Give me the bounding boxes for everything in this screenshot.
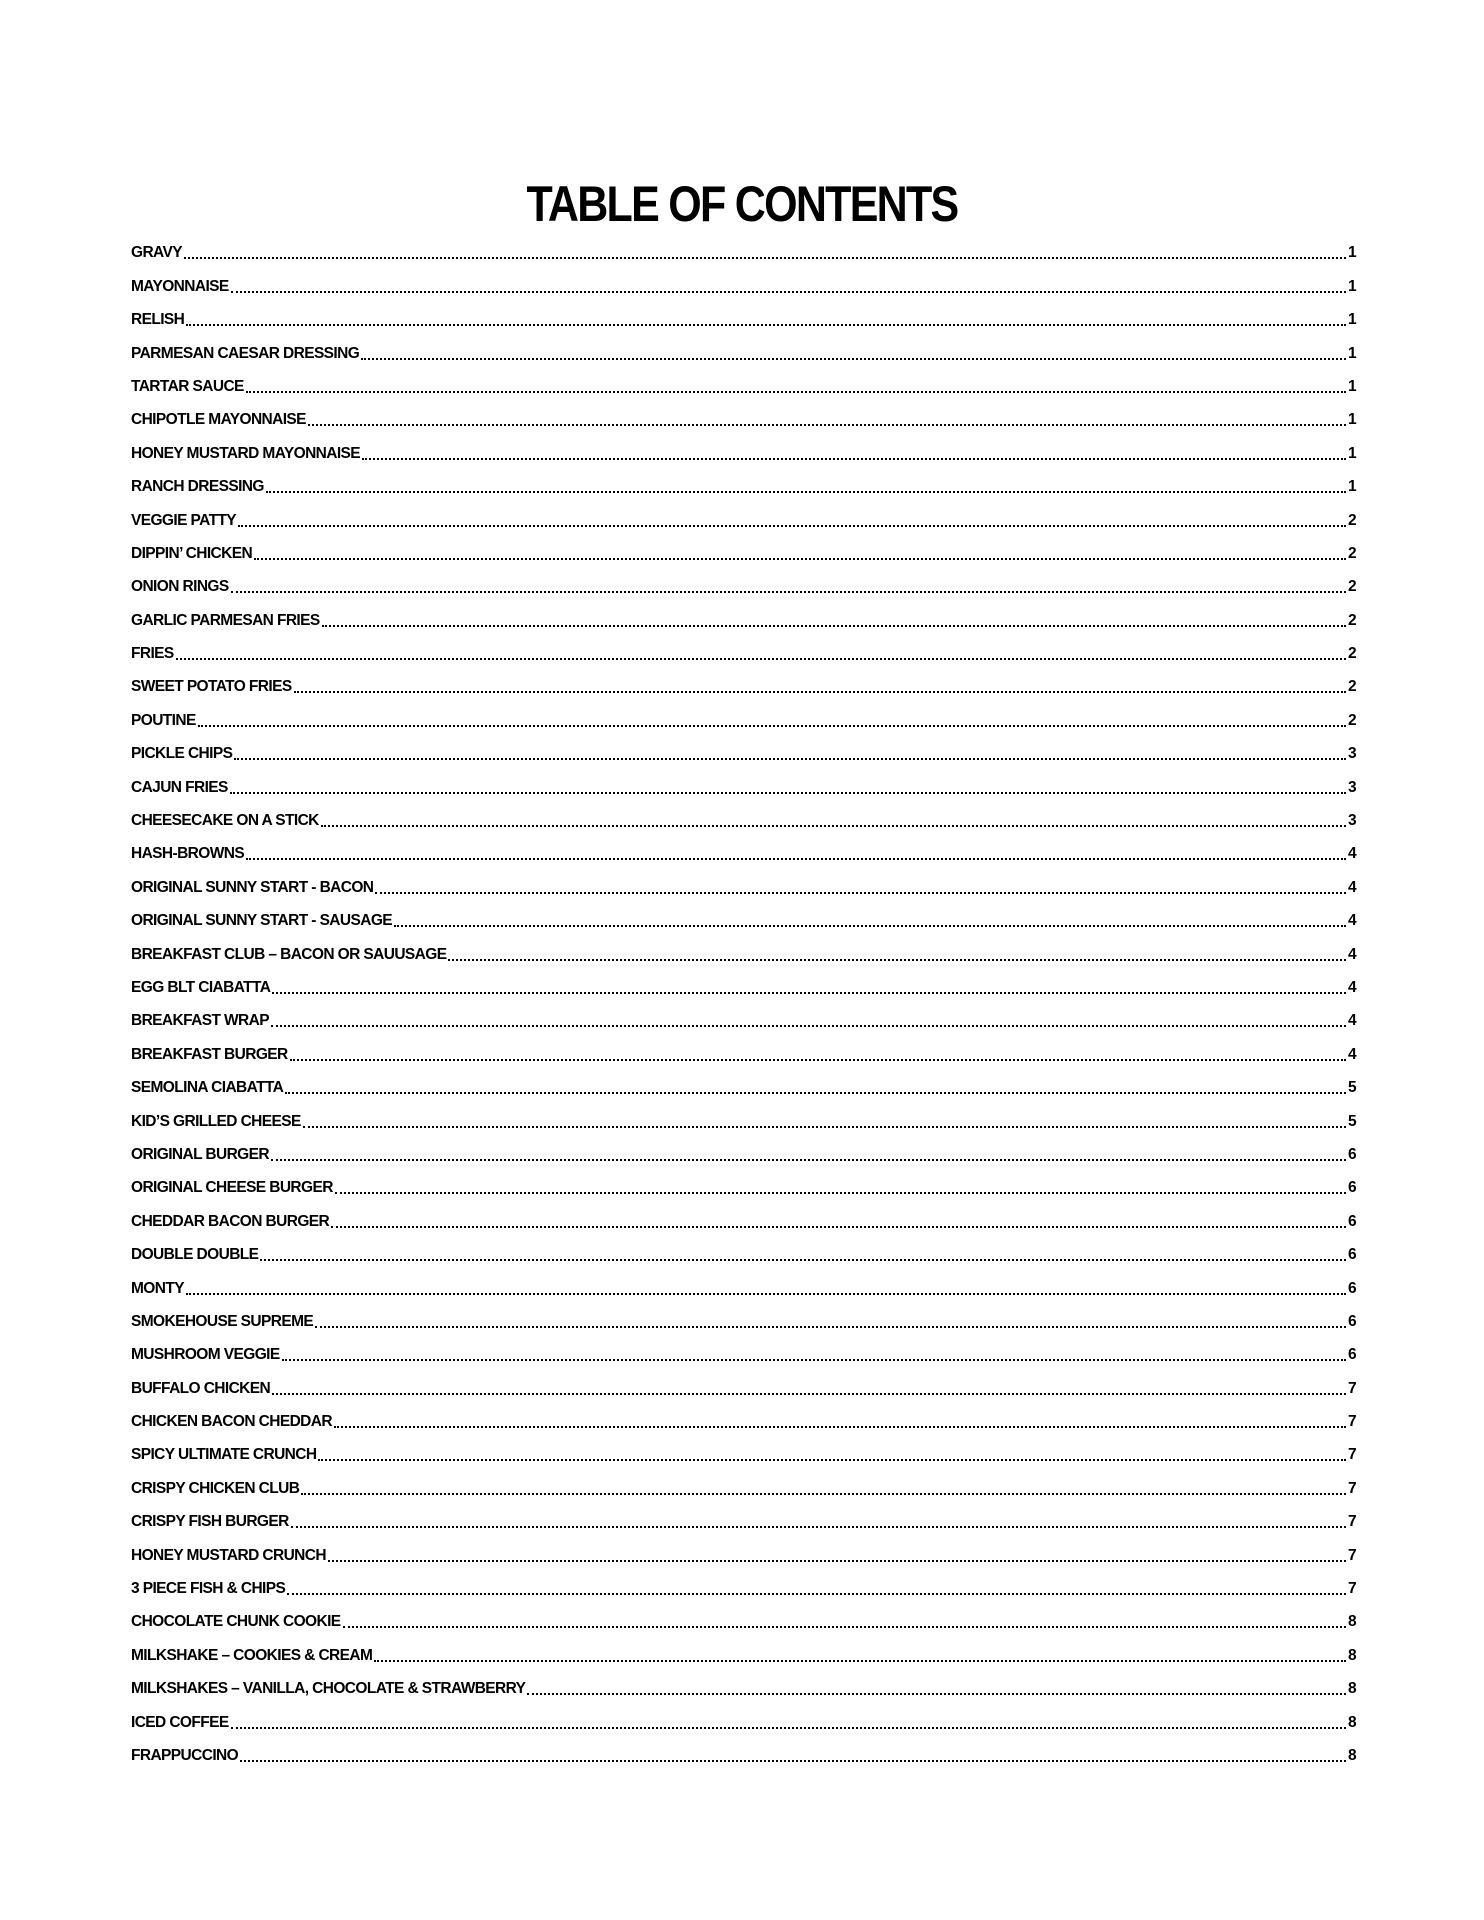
toc-dot-leader [394,925,1346,927]
toc-entry[interactable] [131,863,1356,896]
toc-entry[interactable] [131,730,1356,763]
toc-entry[interactable] [131,1064,1356,1097]
toc-entry-page-number: 6 [1347,1145,1356,1163]
toc-dot-leader [231,591,1346,593]
toc-entry-label: CHOCOLATE CHUNK COOKIE [131,1613,341,1631]
toc-entry-label: DIPPIN’ CHICKEN [131,544,253,562]
toc-entry-page-number: 1 [1347,244,1356,262]
toc-dot-leader [184,257,1346,259]
toc-entry[interactable] [131,1498,1356,1531]
toc-entry-label: MAYONNAISE [131,277,229,295]
toc-entry[interactable] [131,496,1356,529]
toc-entry[interactable] [131,530,1356,563]
toc-entry-label: PARMESAN CAESAR DRESSING [131,344,360,362]
toc-entry[interactable] [131,596,1356,629]
toc-entry[interactable] [131,1197,1356,1230]
toc-entry-page-number: 6 [1347,1212,1356,1230]
toc-dot-leader [186,1293,1346,1295]
toc-entry-page-number: 2 [1347,645,1356,663]
toc-entry-label: POUTINE [131,711,196,729]
toc-entry[interactable] [131,1565,1356,1598]
toc-entry[interactable] [131,1298,1356,1331]
toc-dot-leader [198,725,1346,727]
toc-entry-label: CRISPY CHICKEN CLUB [131,1479,300,1497]
toc-entry-label: RANCH DRESSING [131,478,264,496]
toc-entry-page-number: 1 [1347,311,1356,329]
toc-entry-label: EGG BLT CIABATTA [131,978,271,996]
toc-dot-leader [343,1626,1346,1628]
toc-entry-label: FRAPPUCCINO [131,1746,239,1764]
toc-entry[interactable] [131,797,1356,830]
toc-entry-page-number: 4 [1347,1045,1356,1063]
toc-entry-label: BUFFALO CHICKEN [131,1379,271,1397]
toc-entry-label: RELISH [131,311,185,329]
toc-entry-page-number: 8 [1347,1680,1356,1698]
toc-entry[interactable] [131,1164,1356,1197]
toc-dot-leader [231,1727,1346,1729]
toc-dot-leader [260,1259,1346,1261]
toc-entry-page-number: 7 [1347,1546,1356,1564]
toc-entry[interactable] [131,630,1356,663]
toc-entry-label: ORIGINAL SUNNY START - SAUSAGE [131,912,393,930]
toc-entry-label: ORIGINAL CHEESE BURGER [131,1179,333,1197]
toc-entry-page-number: 2 [1347,544,1356,562]
toc-entry-page-number: 5 [1347,1112,1356,1130]
toc-entry-page-number: 4 [1347,845,1356,863]
toc-entry-page-number: 7 [1347,1513,1356,1531]
toc-entry-page-number: 1 [1347,478,1356,496]
toc-dot-leader [361,358,1346,360]
toc-entry-label: CHICKEN BACON CHEDDAR [131,1413,332,1431]
toc-entry-label: PICKLE CHIPS [131,745,233,763]
toc-entry[interactable] [131,296,1356,329]
toc-dot-leader [448,959,1346,961]
toc-dot-leader [328,1560,1346,1562]
toc-entry[interactable] [131,1631,1356,1664]
toc-entry-label: BREAKFAST WRAP [131,1012,269,1030]
toc-entry-label: CHEESECAKE ON A STICK [131,812,319,830]
toc-entry-label: MILKSHAKE – COOKIES & CREAM [131,1646,373,1664]
toc-dot-leader [375,892,1346,894]
toc-entry[interactable] [131,429,1356,462]
toc-entry-page-number: 7 [1347,1479,1356,1497]
toc-entry-page-number: 1 [1347,344,1356,362]
toc-list [131,229,1356,1765]
toc-entry-page-number: 5 [1347,1079,1356,1097]
toc-entry-page-number: 8 [1347,1646,1356,1664]
toc-entry-label: VEGGIE PATTY [131,511,237,529]
toc-entry-page-number: 7 [1347,1580,1356,1598]
toc-entry-label: ORIGINAL SUNNY START - BACON [131,878,374,896]
toc-entry-page-number: 6 [1347,1279,1356,1297]
toc-entry[interactable] [131,229,1356,262]
toc-entry[interactable] [131,363,1356,396]
toc-entry-label: GRAVY [131,244,182,262]
toc-entry-label: CHIPOTLE MAYONNAISE [131,411,306,429]
toc-entry[interactable] [131,1264,1356,1297]
toc-dot-leader [246,858,1346,860]
toc-dot-leader [374,1660,1346,1662]
toc-entry[interactable] [131,830,1356,863]
toc-entry[interactable] [131,1364,1356,1397]
toc-dot-leader [362,458,1346,460]
toc-entry-page-number: 4 [1347,978,1356,996]
toc-entry[interactable] [131,1398,1356,1431]
toc-entry[interactable] [131,930,1356,963]
toc-entry[interactable] [131,1231,1356,1264]
toc-entry-label: MILKSHAKES – VANILLA, CHOCOLATE & STRAWBERRY [131,1680,526,1698]
toc-entry[interactable] [131,463,1356,496]
toc-entry[interactable] [131,1732,1356,1765]
toc-entry-label: GARLIC PARMESAN FRIES [131,611,320,629]
toc-entry-page-number: 7 [1347,1413,1356,1431]
toc-entry[interactable] [131,1598,1356,1631]
toc-entry-page-number: 8 [1347,1746,1356,1764]
toc-dot-leader [186,324,1346,326]
toc-dot-leader [318,1459,1346,1461]
toc-entry-label: CRISPY FISH BURGER [131,1513,289,1531]
toc-dot-leader [240,1760,1346,1762]
toc-entry[interactable] [131,396,1356,429]
toc-entry-label: TARTAR SAUCE [131,377,244,395]
toc-entry[interactable] [131,1464,1356,1497]
toc-entry-label: HONEY MUSTARD CRUNCH [131,1546,326,1564]
toc-entry[interactable] [131,763,1356,796]
toc-entry-label: MONTY [131,1279,184,1297]
toc-entry[interactable] [131,897,1356,930]
toc-entry-page-number: 1 [1347,377,1356,395]
toc-dot-leader [527,1693,1346,1695]
toc-dot-leader [238,525,1346,527]
toc-dot-leader [271,1159,1346,1161]
toc-entry-label: CHEDDAR BACON BURGER [131,1212,330,1230]
toc-entry-page-number: 3 [1347,745,1356,763]
toc-dot-leader [272,992,1346,994]
toc-entry[interactable] [131,1030,1356,1063]
toc-dot-leader [308,424,1346,426]
toc-dot-leader [335,1192,1346,1194]
toc-entry-page-number: 1 [1347,411,1356,429]
toc-entry[interactable] [131,1331,1356,1364]
toc-entry[interactable] [131,329,1356,362]
toc-dot-leader [272,1393,1346,1395]
toc-dot-leader [231,291,1346,293]
toc-entry[interactable] [131,262,1356,295]
toc-entry-page-number: 2 [1347,611,1356,629]
toc-dot-leader [321,825,1346,827]
toc-dot-leader [285,1092,1346,1094]
toc-dot-leader [176,658,1346,660]
toc-dot-leader [234,758,1346,760]
toc-entry-page-number: 2 [1347,578,1356,596]
toc-entry[interactable] [131,1665,1356,1698]
toc-entry-label: ORIGINAL BURGER [131,1145,269,1163]
toc-entry-label: ONION RINGS [131,578,229,596]
toc-entry-page-number: 6 [1347,1246,1356,1264]
toc-entry-page-number: 6 [1347,1346,1356,1364]
toc-entry-label: SEMOLINA CIABATTA [131,1079,284,1097]
toc-entry[interactable] [131,997,1356,1030]
toc-entry-page-number: 7 [1347,1446,1356,1464]
toc-entry-page-number: 4 [1347,912,1356,930]
toc-entry-page-number: 8 [1347,1613,1356,1631]
toc-dot-leader [294,691,1346,693]
toc-dot-leader [246,391,1346,393]
toc-dot-leader [254,558,1346,560]
toc-dot-leader [282,1359,1346,1361]
toc-entry[interactable] [131,696,1356,729]
toc-dot-leader [271,1025,1346,1027]
toc-entry-page-number: 6 [1347,1312,1356,1330]
toc-dot-leader [315,1326,1346,1328]
toc-entry-page-number: 2 [1347,511,1356,529]
toc-dot-leader [230,792,1346,794]
toc-entry-label: BREAKFAST CLUB – BACON OR SAUUSAGE [131,945,447,963]
toc-entry-page-number: 4 [1347,1012,1356,1030]
toc-dot-leader [266,491,1346,493]
toc-dot-leader [291,1526,1346,1528]
toc-entry[interactable] [131,563,1356,596]
toc-entry-page-number: 7 [1347,1379,1356,1397]
page-title: TABLE OF CONTENTS [526,176,958,232]
toc-entry-page-number: 2 [1347,678,1356,696]
toc-dot-leader [322,625,1346,627]
toc-entry[interactable] [131,1097,1356,1130]
toc-dot-leader [301,1493,1346,1495]
toc-entry-page-number: 3 [1347,778,1356,796]
toc-entry-page-number: 1 [1347,277,1356,295]
toc-entry-page-number: 4 [1347,945,1356,963]
toc-dot-leader [287,1593,1346,1595]
toc-entry-label: BREAKFAST BURGER [131,1045,288,1063]
toc-entry[interactable] [131,1698,1356,1731]
toc-entry-page-number: 1 [1347,444,1356,462]
toc-entry-label: FRIES [131,645,174,663]
toc-entry-label: HONEY MUSTARD MAYONNAISE [131,444,361,462]
toc-entry[interactable] [131,1531,1356,1564]
toc-dot-leader [334,1426,1346,1428]
toc-dot-leader [303,1126,1346,1128]
toc-entry-label: SMOKEHOUSE SUPREME [131,1312,314,1330]
toc-entry-label: MUSHROOM VEGGIE [131,1346,280,1364]
toc-entry-page-number: 4 [1347,878,1356,896]
toc-entry-label: SPICY ULTIMATE CRUNCH [131,1446,317,1464]
toc-entry[interactable] [131,964,1356,997]
toc-entry-label: DOUBLE DOUBLE [131,1246,259,1264]
toc-entry-page-number: 2 [1347,711,1356,729]
toc-dot-leader [331,1226,1346,1228]
toc-entry-label: CAJUN FRIES [131,778,228,796]
toc-entry-page-number: 3 [1347,812,1356,830]
toc-entry-label: KID’S GRILLED CHEESE [131,1112,301,1130]
toc-entry[interactable] [131,1431,1356,1464]
toc-dot-leader [290,1059,1346,1061]
toc-entry-label: 3 PIECE FISH & CHIPS [131,1580,286,1598]
toc-entry[interactable] [131,1131,1356,1164]
toc-entry-label: SWEET POTATO FRIES [131,678,292,696]
toc-entry-label: ICED COFFEE [131,1713,229,1731]
toc-entry-page-number: 6 [1347,1179,1356,1197]
toc-entry[interactable] [131,663,1356,696]
toc-entry-label: HASH-BROWNS [131,845,245,863]
toc-entry-page-number: 8 [1347,1713,1356,1731]
